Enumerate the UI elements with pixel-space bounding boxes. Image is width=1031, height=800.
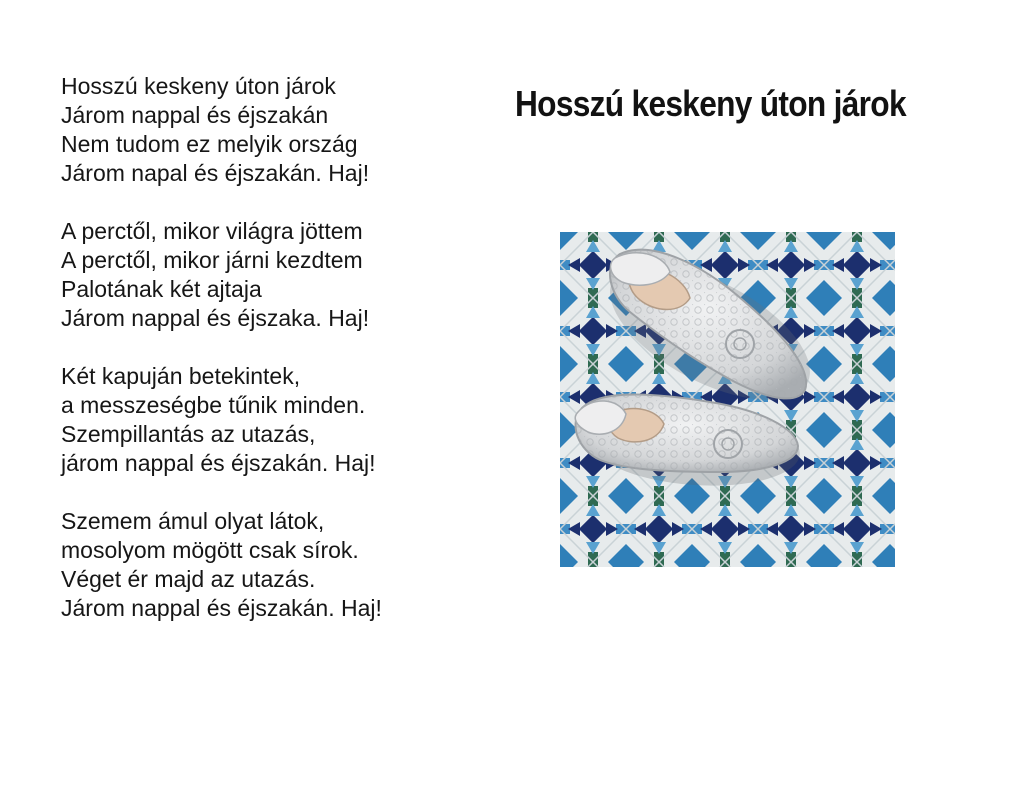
poem-line: A perctől, mikor járni kezdtem <box>61 247 363 273</box>
page-title: Hosszú keskeny úton járok <box>515 83 906 124</box>
poem-line: mosolyom mögött csak sírok. <box>61 537 359 563</box>
poem-line: Járom nappal és éjszaka. Haj! <box>61 305 370 331</box>
poem-line: Járom nappal és éjszakán. Haj! <box>61 595 382 621</box>
poem-line: Nem tudom ez melyik ország <box>61 131 358 157</box>
poem-stanza <box>61 507 461 623</box>
slippers-illustration <box>560 232 895 567</box>
poem-line: a messzeségbe tűnik minden. <box>61 392 366 418</box>
poem-line: Véget ér majd az utazás. <box>61 566 316 592</box>
poem-line: Szemem ámul olyat látok, <box>61 508 325 534</box>
poem-line: A perctől, mikor világra jöttem <box>61 218 363 244</box>
poem-line: Járom napal és éjszakán. Haj! <box>61 160 370 186</box>
poem-line: Hosszú keskeny úton járok <box>61 73 336 99</box>
poem-line: járom nappal és éjszakán. Haj! <box>61 450 376 476</box>
poem-line: Szempillantás az utazás, <box>61 421 316 447</box>
poem-stanza <box>61 72 461 188</box>
poem-line: Két kapuján betekintek, <box>61 363 301 389</box>
poem-stanza <box>61 217 461 333</box>
poem-line: Járom nappal és éjszakán <box>61 102 329 128</box>
poem-stanza <box>61 362 461 478</box>
poem-line: Palotának két ajtaja <box>61 276 262 302</box>
slippers-photo <box>560 232 895 567</box>
poem <box>61 72 461 652</box>
